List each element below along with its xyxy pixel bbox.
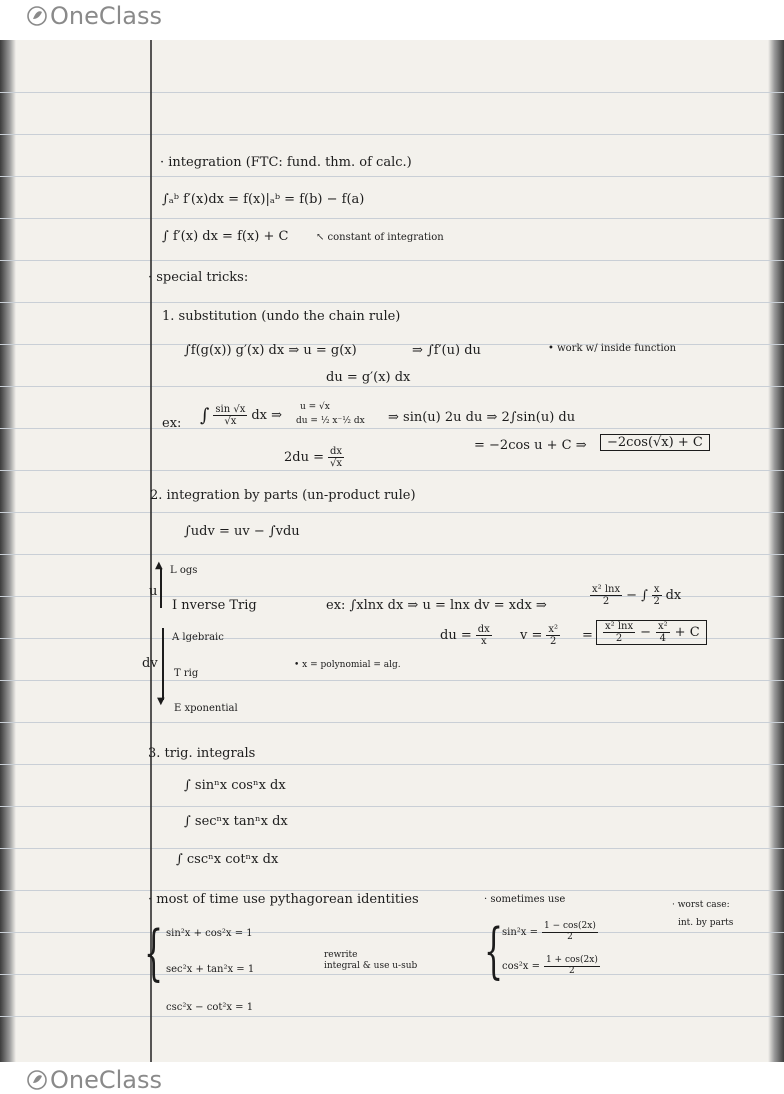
example-dx: dx ⇒: [251, 408, 283, 423]
parts-v-num: x²: [548, 624, 559, 635]
oneclass-logo-top[interactable]: [26, 2, 162, 30]
u-arrow: [160, 568, 162, 608]
parts-answer-frac2-den: 4: [659, 633, 667, 644]
ruled-line: [0, 974, 784, 975]
example-2du-fraction: [328, 446, 344, 469]
example-fraction: [213, 404, 247, 427]
ruled-line: [0, 218, 784, 219]
ruled-line: [0, 806, 784, 807]
sin-squared-num: 1 − cos(2x): [543, 921, 596, 931]
ruled-line: [0, 302, 784, 303]
parts-boxed-answer: [596, 620, 707, 645]
parts-answer-frac1: [603, 621, 635, 644]
parts-du-line: [440, 624, 492, 647]
parts-answer-frac1-num: x² lnx: [605, 621, 634, 632]
dv-label: dv: [142, 656, 158, 671]
parts-result-frac1-num: x² lnx: [592, 584, 621, 595]
pythagorean-note: · most of time use pythagorean identities: [148, 892, 419, 907]
arrow-down-icon: ▼: [157, 696, 165, 707]
sin-squared-identity: [502, 922, 598, 943]
notebook-page: [0, 40, 784, 1062]
ruled-line: [0, 512, 784, 513]
parts-v-frac: [546, 624, 560, 647]
sin-squared-left: sin²x =: [502, 926, 538, 938]
ftc-indefinite-formula: ∫ f′(x) dx = f(x) + C: [162, 229, 289, 244]
parts-du-frac: [476, 624, 492, 647]
identity-sin-cos: sin²x + cos²x = 1: [166, 928, 253, 939]
parts-v-den: 2: [550, 636, 557, 647]
oneclass-logo-bottom[interactable]: [26, 1066, 162, 1094]
special-tricks-heading: · special tricks:: [148, 270, 249, 285]
identities-brace-icon: {: [144, 918, 164, 988]
trig-integrals-title: 3. trig. integrals: [148, 746, 256, 761]
sometimes-use-note: · sometimes use: [484, 894, 566, 905]
substitution-rule: ∫f(g(x)) g′(x) dx ⇒ u = g(x): [184, 343, 357, 358]
brand-name: OneClass: [50, 2, 163, 30]
parts-result-frac2: [652, 584, 662, 607]
parts-result-dx: dx: [665, 588, 682, 603]
ruled-line: [0, 890, 784, 891]
parts-equals: =: [582, 628, 593, 643]
u-label: u: [149, 584, 158, 599]
parts-answer-frac2-num: x²: [658, 621, 668, 632]
leaf-logo-icon: [26, 5, 48, 27]
example-u-def: u = √x: [300, 402, 330, 412]
substitution-example-integral: [200, 404, 282, 427]
example-numerator: sin √x: [215, 404, 246, 415]
parts-example-result: [590, 584, 681, 607]
identity-csc-cot: csc²x − cot²x = 1: [166, 1002, 254, 1013]
parts-example: ex: ∫xlnx dx ⇒ u = lnx dv = xdx ⇒: [326, 598, 547, 613]
parts-result-frac2-num: x: [653, 584, 660, 595]
example-du-def: du = ½ x⁻½ dx: [296, 416, 365, 426]
rewrite-note-a: rewrite: [324, 950, 358, 960]
power-reduction-brace-icon: {: [484, 916, 504, 986]
cos-squared-left: cos²x =: [502, 960, 540, 972]
example-denominator: √x: [224, 416, 237, 427]
parts-answer-minus: −: [640, 625, 652, 640]
liate-logs: L ogs: [170, 565, 198, 576]
trig-integral-sec-tan: ∫ secⁿx tanⁿx dx: [184, 814, 288, 829]
parts-answer-frac1-den: 2: [615, 633, 623, 644]
example-2du-left: 2du =: [284, 450, 324, 465]
parts-answer-c: + C: [674, 625, 700, 640]
integration-heading: · integration (FTC: fund. thm. of calc.): [160, 155, 412, 170]
parts-result-frac1-den: 2: [602, 596, 610, 607]
dv-arrow: [162, 628, 164, 700]
arrow-up-icon: ▲: [155, 560, 163, 571]
ruled-line: [0, 932, 784, 933]
ruled-line: [0, 134, 784, 135]
parts-minus-integral: − ∫: [626, 588, 648, 603]
example-result: = −2cos u + C ⇒: [474, 438, 587, 453]
brand-name: OneClass: [50, 1066, 163, 1094]
ruled-line: [0, 848, 784, 849]
substitution-rule-note: • work w/ inside function: [548, 343, 677, 354]
cos-squared-den: 2: [569, 965, 575, 976]
page-edge-shadow: [768, 40, 784, 1062]
liate-exponential: E xponential: [174, 703, 238, 714]
ruled-line: [0, 470, 784, 471]
parts-du-left: du =: [440, 628, 472, 643]
rewrite-note-b: integral & use u-sub: [324, 961, 418, 971]
constant-note: ↖ constant of integration: [316, 232, 444, 243]
liate-algebraic: A lgebraic: [172, 632, 224, 643]
ruled-line: [0, 764, 784, 765]
substitution-example-label: ex:: [162, 416, 182, 431]
ftc-definite-formula: ∫ₐᵇ f′(x)dx = f(x)|ₐᵇ = f(b) − f(a): [162, 192, 365, 207]
leaf-logo-icon: [26, 1069, 48, 1091]
parts-result-frac2-den: 2: [653, 596, 660, 607]
integral-sign: ∫: [200, 405, 210, 426]
ruled-line: [0, 176, 784, 177]
parts-formula: ∫udv = uv − ∫vdu: [184, 524, 300, 539]
example-2du-line: [284, 446, 344, 469]
parts-v-line: [520, 624, 560, 647]
example-boxed-answer: −2cos(√x) + C: [600, 434, 710, 451]
example-substituted-step: ⇒ sin(u) 2u du ⇒ 2∫sin(u) du: [388, 410, 576, 425]
page-edge-shadow: [0, 40, 16, 1062]
cos-squared-identity: [502, 956, 600, 977]
parts-result-frac1: [590, 584, 622, 607]
parts-v-left: v =: [520, 628, 543, 643]
ruled-line: [0, 386, 784, 387]
cos-squared-frac: [544, 956, 600, 977]
parts-title: 2. integration by parts (un-product rule): [150, 488, 416, 503]
substitution-title: 1. substitution (undo the chain rule): [162, 309, 401, 324]
worst-case-note: · worst case:: [672, 900, 730, 910]
liate-trig: T rig: [174, 668, 199, 679]
parts-du-num: dx: [477, 624, 490, 635]
parts-answer-frac2: [656, 621, 670, 644]
example-2du-num: dx: [330, 446, 343, 457]
example-2du-den: √x: [330, 458, 343, 469]
substitution-du-line: du = g′(x) dx: [326, 370, 411, 385]
cos-squared-num: 1 + cos(2x): [545, 955, 598, 965]
sin-squared-frac: [542, 922, 598, 943]
ruled-line: [0, 92, 784, 93]
polynomial-note: • x = polynomial = alg.: [294, 660, 401, 670]
ruled-line: [0, 1016, 784, 1017]
identity-sec-tan: sec²x + tan²x = 1: [166, 964, 255, 975]
ruled-line: [0, 554, 784, 555]
parts-du-den: x: [480, 636, 487, 647]
trig-integral-csc-cot: ∫ cscⁿx cotⁿx dx: [176, 852, 279, 867]
trig-integral-sin-cos: ∫ sinⁿx cosⁿx dx: [184, 778, 286, 793]
ruled-line: [0, 428, 784, 429]
sin-squared-den: 2: [567, 931, 573, 942]
ruled-line: [0, 680, 784, 681]
ruled-line: [0, 260, 784, 261]
substitution-rule-result: ⇒ ∫f′(u) du: [412, 343, 481, 358]
margin-line: [150, 40, 152, 1062]
ruled-line: [0, 722, 784, 723]
liate-inverse-trig: I nverse Trig: [172, 598, 257, 613]
worst-case-method: int. by parts: [678, 918, 734, 928]
